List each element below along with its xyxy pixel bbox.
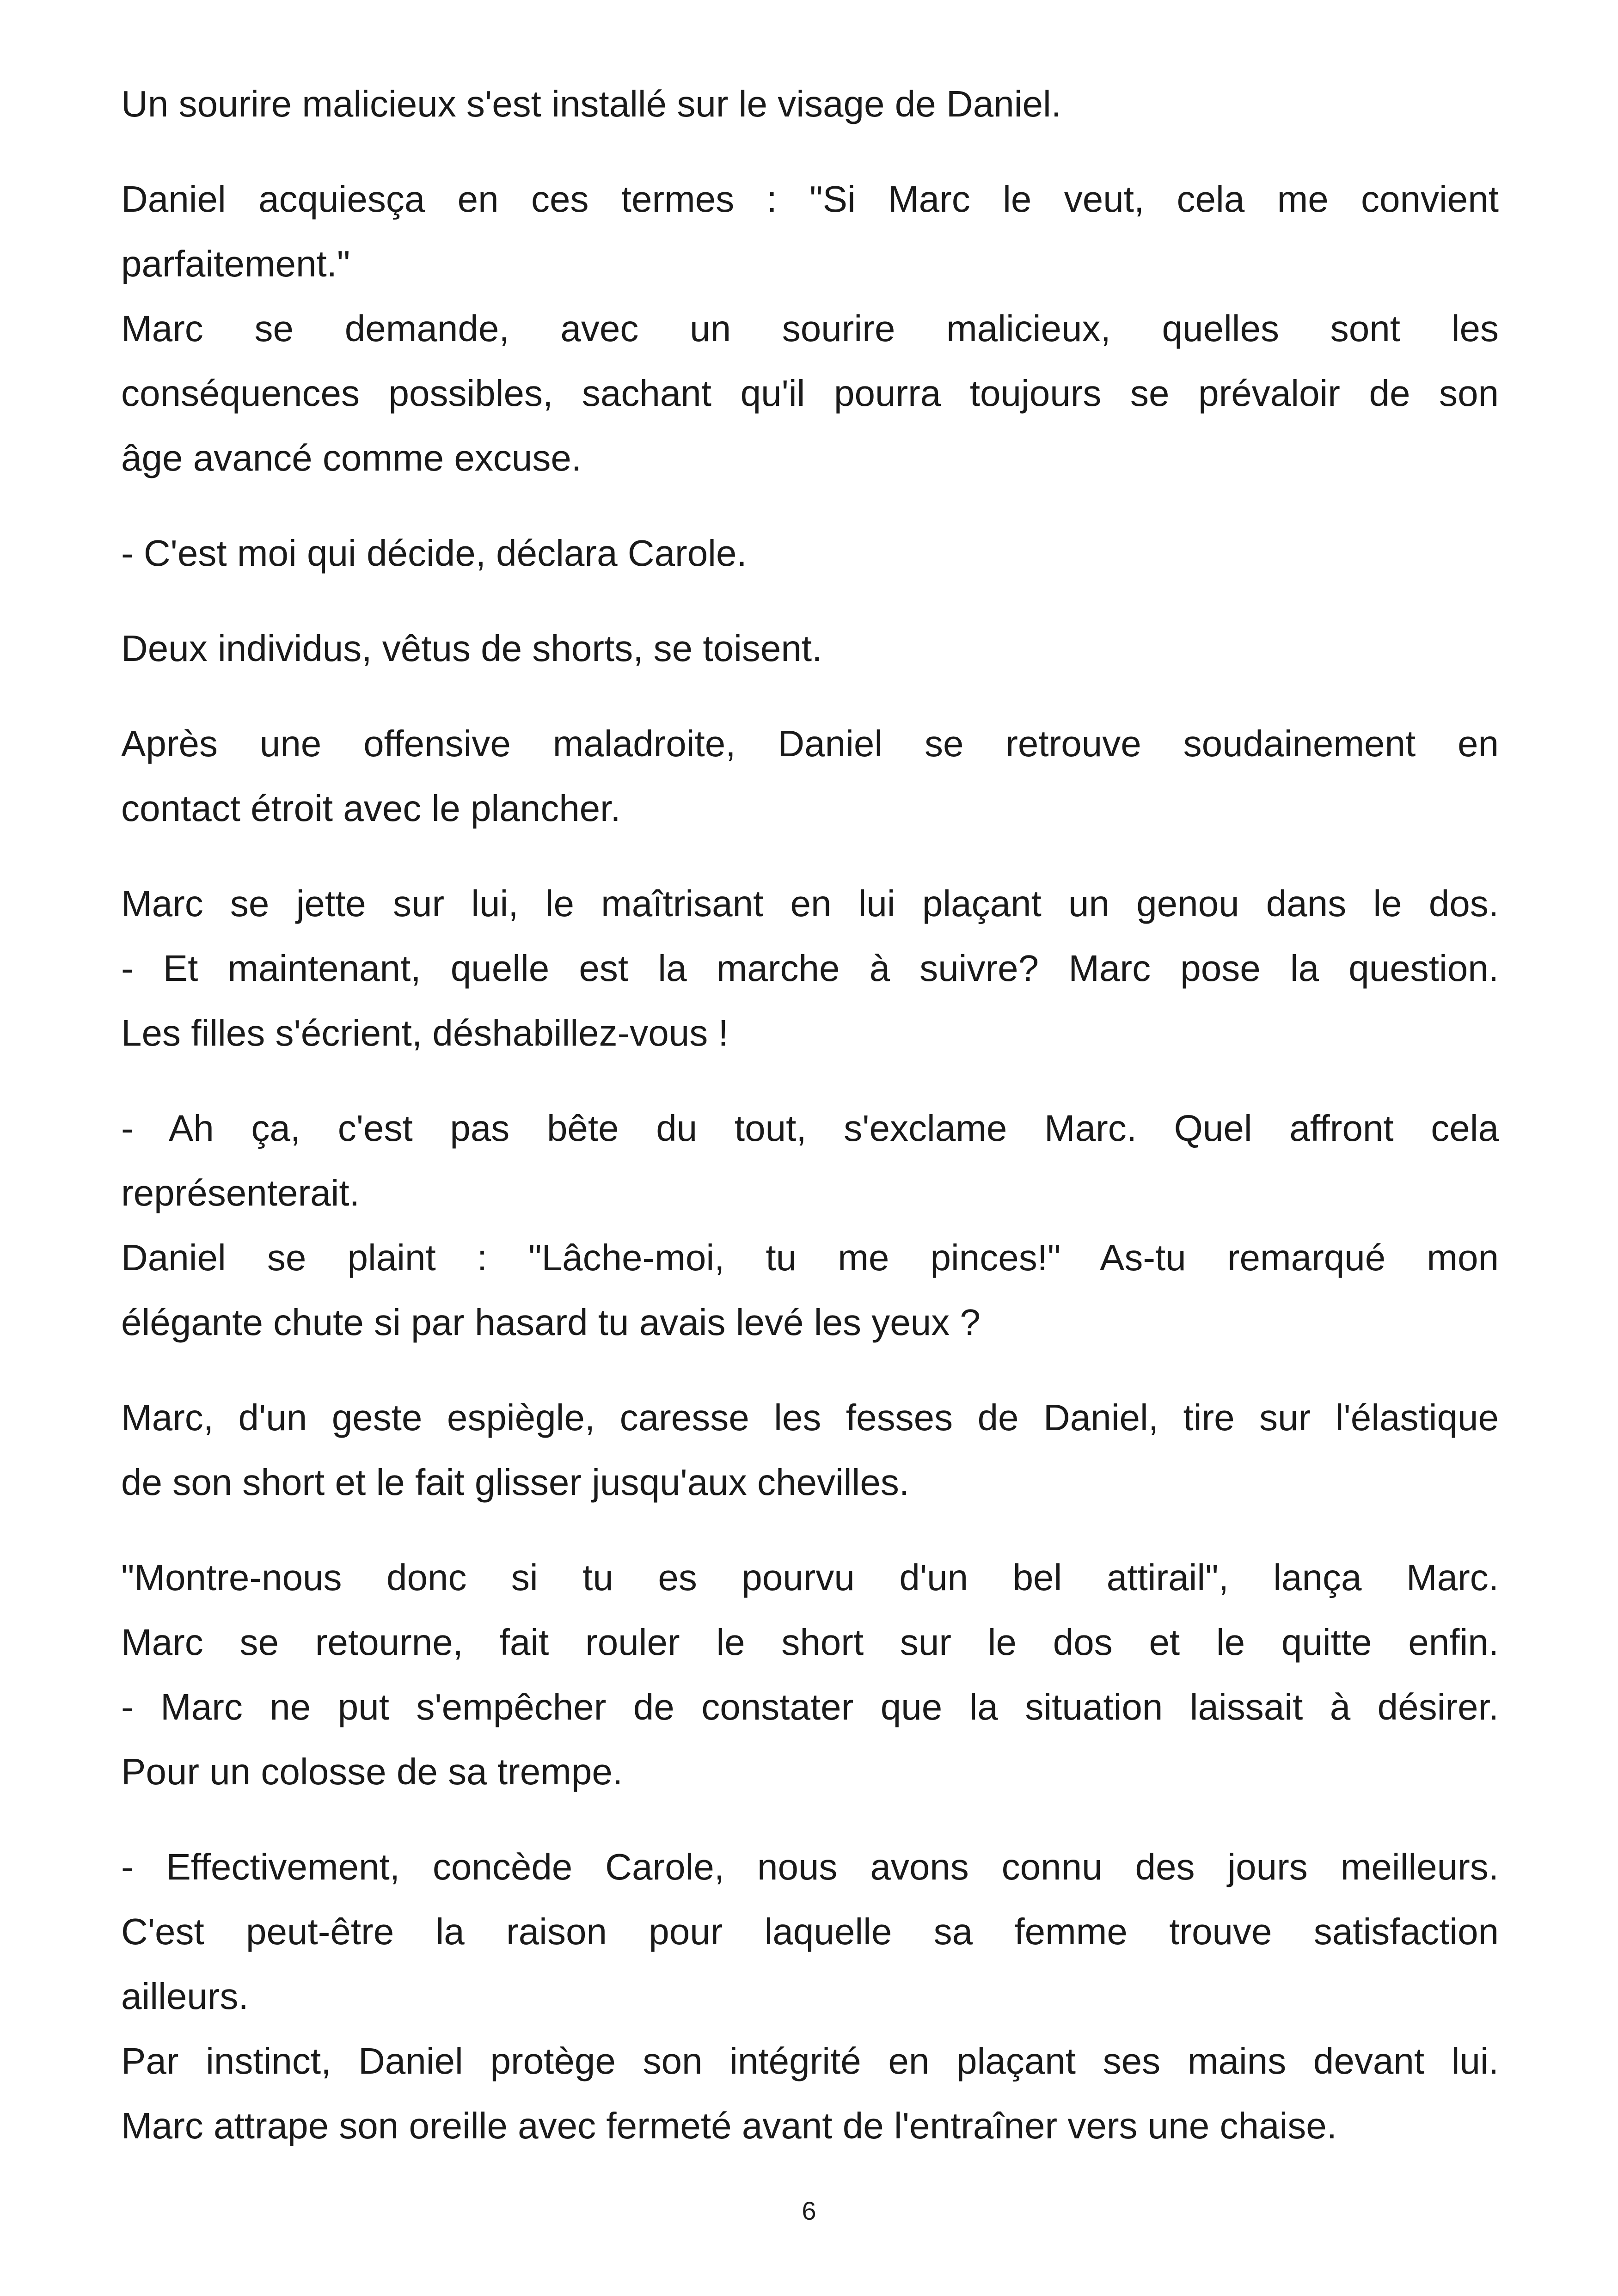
text-line: - Et maintenant, quelle est la marche à suivre? Marc pose la question.: [121, 948, 1499, 989]
text-line: Daniel acquiesça en ces termes : "Si Marc le veut, cela me convient: [121, 178, 1499, 220]
text-line: contact étroit avec le plancher.: [121, 788, 621, 829]
text-line: Après une offensive maladroite, Daniel se retrouve soudainement en: [121, 723, 1499, 764]
text-line: Marc se demande, avec un sourire malicieux, quelles sont les: [121, 308, 1499, 349]
paragraph: [121, 871, 1499, 1065]
text-line: conséquences possibles, sachant qu'il pourra toujours se prévaloir de son: [121, 373, 1499, 414]
paragraph: [121, 1385, 1499, 1515]
text-line: Marc se jette sur lui, le maîtrisant en lui plaçant un genou dans le dos.: [121, 883, 1499, 924]
text-line: Marc attrape son oreille avec fermeté avant de l'entraîner vers une chaise.: [121, 2105, 1337, 2146]
text-line: Un sourire malicieux s'est installé sur le visage de Daniel.: [121, 83, 1061, 124]
text-line: - Marc ne put s'empêcher de constater que la situation laissait à désirer.: [121, 1686, 1499, 1727]
text-line: Deux individus, vêtus de shorts, se toisent.: [121, 628, 822, 669]
text-line: Par instinct, Daniel protège son intégrité en plaçant ses mains devant lui.: [121, 2040, 1499, 2082]
paragraph: [121, 616, 1499, 681]
paragraph: [121, 1835, 1499, 2158]
text-line: Les filles s'écrient, déshabillez-vous !: [121, 1012, 729, 1053]
text-line: parfaitement.": [121, 243, 350, 284]
text-line: - Effectivement, concède Carole, nous avons connu des jours meilleurs.: [121, 1846, 1499, 1887]
text-line: Marc, d'un geste espiègle, caresse les fesses de Daniel, tire sur l'élastique: [121, 1397, 1499, 1438]
text-line: âge avancé comme excuse.: [121, 437, 582, 478]
text-line: Daniel se plaint : "Lâche-moi, tu me pinces!" As-tu remarqué mon: [121, 1237, 1499, 1278]
page-body: [121, 72, 1499, 2189]
paragraph: [121, 1545, 1499, 1804]
text-line: représenterait.: [121, 1172, 360, 1213]
text-line: "Montre-nous donc si tu es pourvu d'un bel attirail", lança Marc.: [121, 1557, 1499, 1598]
paragraph: [121, 521, 1499, 586]
text-line: élégante chute si par hasard tu avais levé les yeux ?: [121, 1302, 981, 1343]
text-line: ailleurs.: [121, 1976, 249, 2017]
paragraph: [121, 1096, 1499, 1355]
text-line: - Ah ça, c'est pas bête du tout, s'exclame Marc. Quel affront cela: [121, 1108, 1499, 1149]
text-line: Marc se retourne, fait rouler le short sur le dos et le quitte enfin.: [121, 1622, 1499, 1663]
text-line: - C'est moi qui décide, déclara Carole.: [121, 533, 747, 574]
text-line: C'est peut-être la raison pour laquelle sa femme trouve satisfaction: [121, 1911, 1499, 1952]
paragraph: [121, 72, 1499, 136]
paragraph: [121, 711, 1499, 841]
text-line: de son short et le fait glisser jusqu'aux chevilles.: [121, 1462, 910, 1503]
paragraph: [121, 167, 1499, 490]
page-number: 6: [802, 2196, 816, 2225]
text-line: Pour un colosse de sa trempe.: [121, 1751, 623, 1792]
